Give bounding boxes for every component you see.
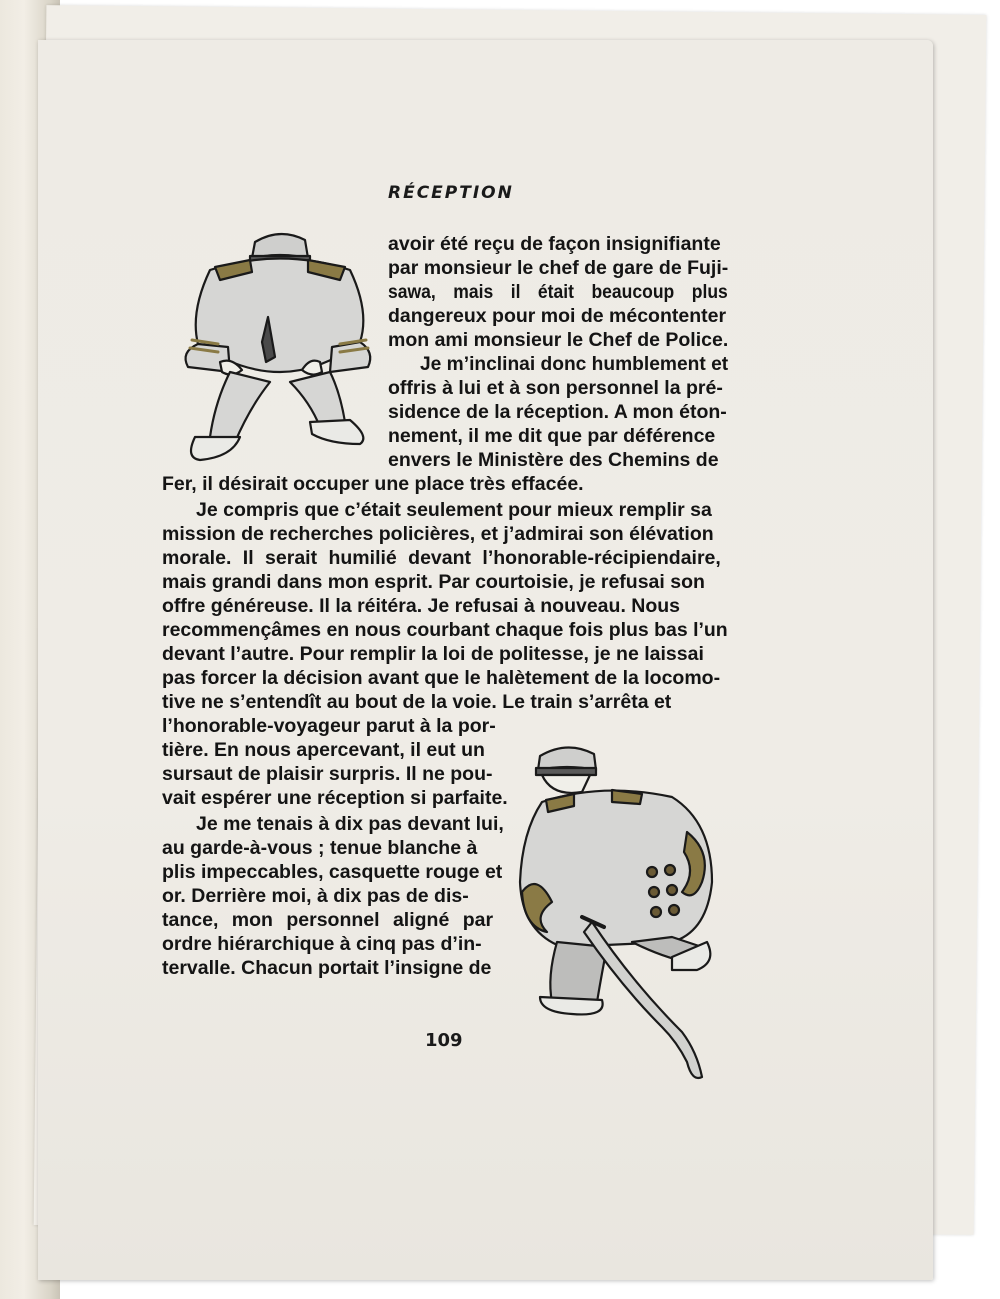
- text-line: tive ne s’entendît au bout de la voie. Le train s’arrêta et: [162, 691, 672, 713]
- text-line: sursaut de plaisir surpris. Il ne pou-: [162, 763, 493, 785]
- illustration-officer-with-sword: [512, 742, 722, 1092]
- text-line: sawa, mais il était beaucoup plus: [388, 281, 728, 303]
- text-line: devant l’autre. Pour remplir la loi de politesse, je ne laissai: [162, 643, 704, 665]
- text-line: recommençâmes en nous courbant chaque fois plus bas l’un: [162, 619, 728, 641]
- text-line: Je m’inclinai donc humblement et: [420, 353, 729, 375]
- text-line: avoir été reçu de façon insignifiante: [388, 233, 721, 255]
- text-line: or. Derrière moi, à dix pas de dis-: [162, 885, 469, 907]
- illustration-bowing-officer: [170, 222, 380, 467]
- text-line: morale. Il serait humilié devant l’honorable-récipiendaire,: [162, 547, 721, 569]
- text-line: tière. En nous apercevant, il eut un: [162, 739, 485, 761]
- text-line: l’honorable-voyageur parut à la por-: [162, 715, 496, 737]
- text-line: dangereux pour moi de mécontenter: [388, 305, 727, 327]
- text-line: nement, il me dit que par déférence: [388, 425, 716, 447]
- text-line: par monsieur le chef de gare de Fuji-: [388, 257, 729, 279]
- text-line: au garde-à-vous ; tenue blanche à: [162, 837, 478, 859]
- text-line: tance, mon personnel aligné par: [162, 909, 494, 931]
- text-line: vait espérer une réception si parfaite.: [162, 787, 508, 809]
- text-line: offris à lui et à son personnel la pré-: [388, 377, 723, 399]
- text-line: sidence de la réception. A mon éton-: [388, 401, 727, 423]
- text-line: envers le Ministère des Chemins de: [388, 449, 719, 471]
- text-line: mission de recherches policières, et j’admirai son élévation: [162, 523, 714, 545]
- text-line: Fer, il désirait occuper une place très effacée.: [162, 473, 584, 495]
- text-line: plis impeccables, casquette rouge et: [162, 861, 503, 883]
- text-line: pas forcer la décision avant que le halètement de la locomo-: [162, 667, 721, 689]
- text-line: Je me tenais à dix pas devant lui,: [196, 813, 504, 835]
- text-line: mon ami monsieur le Chef de Police.: [388, 329, 729, 351]
- text-line: Je compris que c’était seulement pour mieux remplir sa: [196, 499, 712, 521]
- text-line: mais grandi dans mon esprit. Par courtoisie, je refusai son: [162, 571, 705, 593]
- page-number: 109: [425, 1030, 463, 1051]
- text-line: ordre hiérarchique à cinq pas d’in-: [162, 933, 482, 955]
- text-line: tervalle. Chacun portait l’insigne de: [162, 957, 492, 979]
- running-head: RÉCEPTION: [388, 183, 514, 203]
- text-line: offre généreuse. Il la réitéra. Je refusai à nouveau. Nous: [162, 595, 681, 617]
